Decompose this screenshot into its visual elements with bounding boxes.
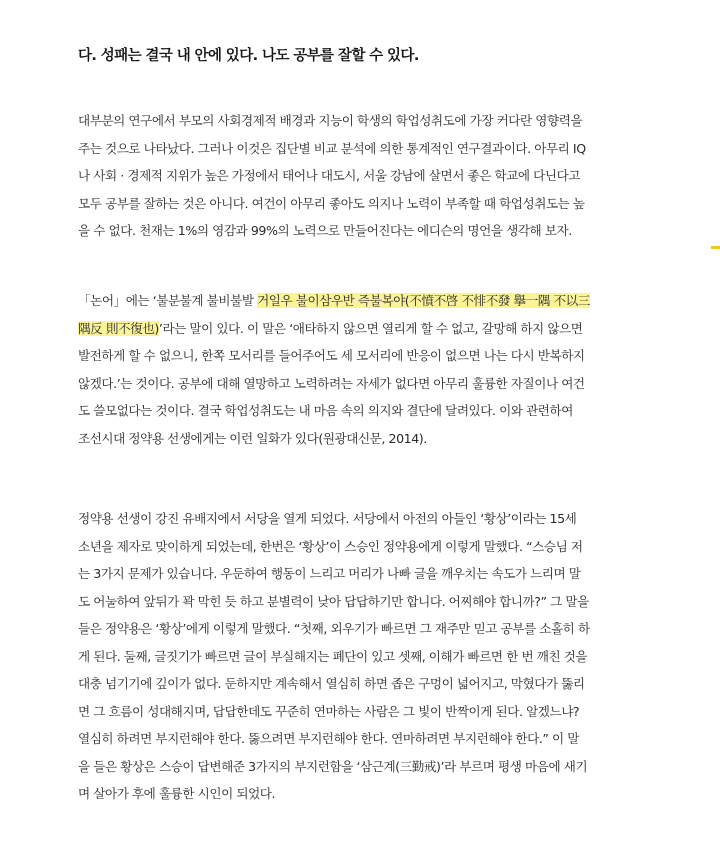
paragraph-line: 주는 것으로 나타났다. 그러나 이것은 집단별 비교 분석에 의한 통계적인 연구결과이다. 아무리 IQ: [78, 140, 586, 156]
paragraph-line: 소년을 제자로 맞이하게 되었는데, 한번은 ‘황상’이 스승인 정약용에게 이렇게 말했다. “스승님 저: [78, 538, 583, 554]
paragraph-line: 조선시대 정약용 선생에게는 이런 일화가 있다(원광대신문, 2014).: [78, 430, 427, 446]
paragraph-line: 나 사회 · 경제적 지위가 높은 가정에서 태어나 대도시, 서울 강남에 살면서 좋은 학교에 다닌다고: [78, 168, 581, 183]
highlighted-quote: 거일우 불이삼우반 즉불복야(不憤不啓 不悱不發 擧一隅 不以三: [257, 293, 590, 308]
paragraph-line: 게 된다. 둘째, 글짓기가 빠르면 글이 부실해지는 폐단이 있고 셋째, 이해가 빠르면 한 번 깨친 것을: [78, 648, 588, 664]
paragraph-line: 대부분의 연구에서 부모의 사회경제적 배경과 지능이 학생의 학업성취도에 가장 커다란 영향력을: [78, 113, 583, 128]
paragraph-line: 며 살아가 후에 훌륭한 시인이 되었다.: [78, 786, 276, 801]
paragraph-line: 발전하게 할 수 없으니, 한쪽 모서리를 들어주어도 세 모서리에 반응이 없으면 나는 다시 반복하지: [78, 348, 585, 363]
paragraph-line: 열심히 하려면 부지런해야 한다. 뚫으려면 부지런해야 한다. 연마하려면 부지런해야 한다.” 이 말: [78, 731, 580, 746]
line-text: ’라는 말이 있다. 이 말은 ‘애타하지 않으면 열리게 할 수 없고, 갈망해 하지 않으면: [158, 320, 583, 336]
paragraph-line: 을 수 없다. 천재는 1%의 영감과 99%의 노력으로 만들어진다는 에디슨의 명언을 생각해 보자.: [78, 223, 572, 238]
section-heading: 다. 성패는 결국 내 안에 있다. 나도 공부를 잘할 수 있다.: [78, 48, 419, 64]
paragraph-line: 정약용 선생이 강진 유배지에서 서당을 열게 되었다. 서당에서 아전의 아들인 ‘황상’이라는 15세: [78, 511, 577, 526]
paragraph-2: [78, 287, 652, 452]
paragraph-line: [78, 315, 652, 343]
paragraph-line: 면 그 흐름이 성대해지며, 답답한데도 꾸준히 연마하는 사람은 그 빛이 반짝이게 된다. 알겠느냐?: [78, 703, 580, 719]
paragraph-line: [78, 287, 652, 315]
paragraph-1: [78, 107, 652, 245]
paragraph-line: 대충 넘기기에 깊이가 없다. 둔하지만 계속해서 열심히 하면 좁은 구멍이 넓어지고, 막혔다가 뚫리: [78, 676, 585, 691]
paragraph-line: 는 3가지 문제가 있습니다. 우둔하여 행동이 느리고 머리가 나빠 글을 깨우치는 속도가 느리며 말: [78, 566, 581, 581]
line-text: 「논어」에는 ‘불분불계 불비불발: [78, 293, 258, 308]
paragraph-3: [78, 505, 652, 808]
paragraph-line: 도 어눌하여 앞뒤가 꽉 막힌 듯 하고 분별력이 낮아 답답하기만 합니다. 어찌해야 합니까?” 그 말을: [78, 593, 589, 609]
paragraph-line: 을 들은 황상은 스승이 답변해준 3가지의 부지런함을 ‘삼근계(三勤戒)’라 부르며 평생 마음에 새기: [78, 758, 588, 774]
paragraph-line: 모두 공부를 잘하는 것은 아니다. 여건이 아무리 좋아도 의지나 노력이 부족할 때 학업성취도는 높: [78, 195, 585, 211]
highlighted-quote: 隅反 則不復也): [78, 320, 159, 336]
edge-accent-mark: [711, 246, 720, 249]
paragraph-line: 도 쓸모없다는 것이다. 결국 학업성취도는 내 마음 속의 의지와 결단에 달려있다. 이와 관련하여: [78, 403, 573, 418]
paragraph-line: 않겠다.’는 것이다. 공부에 대해 열망하고 노력하려는 자세가 없다면 아무리 훌륭한 자질이나 여건: [78, 375, 585, 391]
paragraph-line: 들은 정약용은 ‘황상’에게 이렇게 말했다. “첫째, 외우기가 빠르면 그 재주만 믿고 공부를 소홀히 하: [78, 621, 590, 636]
